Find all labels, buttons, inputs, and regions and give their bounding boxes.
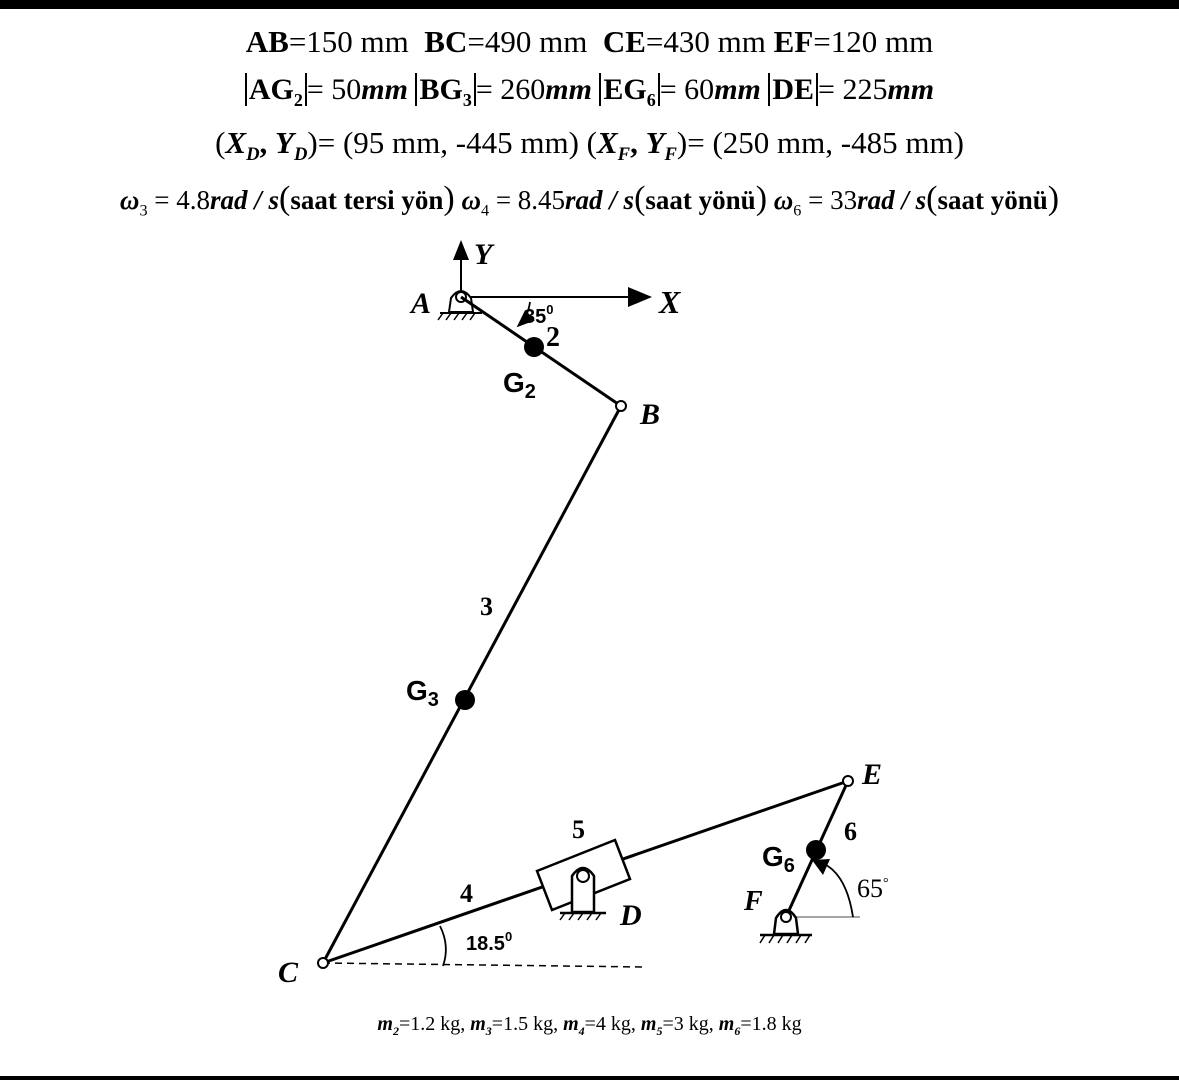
bg3-unit: mm — [545, 73, 592, 106]
angle-f-arc — [812, 860, 853, 917]
axis-y-label: Y — [474, 238, 493, 271]
g2-point — [524, 337, 544, 357]
joint-e — [843, 776, 853, 786]
link-3-label: 3 — [480, 592, 493, 621]
w6-direction: saat yönü — [937, 185, 1048, 215]
angle-f-arrowhead — [812, 859, 830, 875]
w3-direction: saat tersi yön — [290, 185, 444, 215]
de-abs: DE — [768, 73, 818, 106]
ab-label: AB — [245, 24, 289, 59]
masses-line: $m_2=1.2$ kg, $m_3=1.5$ kg, $m_4=4$ kg, $m_5=3$ kg, $m_6=1.8$ kg — [377, 1013, 802, 1038]
m6-value: =1.8 kg — [740, 1013, 802, 1035]
coordinates-line: ($X_D$, $Y_D)= (95$ mm, -445 mm) ($X_F$, $Y_F)= (250$ mm, -485 mm) — [215, 125, 964, 166]
angle-a-label: $35^0$ — [524, 302, 554, 328]
link-5-label: 5 — [572, 815, 585, 844]
bg3-abs: $BG_3$ — [415, 73, 475, 106]
link-4-label: 4 — [460, 879, 473, 908]
point-a-label: A — [411, 287, 432, 320]
de-value: = 225 — [818, 73, 888, 106]
g2-label: $G_2$ — [503, 367, 536, 403]
point-d-label: D — [620, 899, 642, 932]
m2-value: =1.2 kg, — [398, 1013, 471, 1035]
m4-value: =4 kg, — [584, 1013, 641, 1035]
ground-support-f — [760, 910, 812, 943]
eg6-abs: $EG_6$ — [599, 73, 659, 106]
d-coordinates: )= (95 mm, -445 mm) — [307, 125, 579, 160]
point-f-label: F — [744, 886, 763, 917]
w6-value: = 33 — [801, 185, 858, 215]
point-e-label: E — [862, 758, 883, 791]
angular-velocities-line: $\omega_3 = 4.8rad$ / s(saat tersi yön) $\omega_4 = 8.45rad$ / s(saat yönü) $\omega_6 = 33rad$ / s(saat yönü) — [119, 180, 1060, 220]
ag2-unit: mm — [361, 73, 408, 106]
point-c-label: C — [278, 956, 299, 989]
joint-b — [616, 401, 626, 411]
angle-c-label: 18.5$^0$ — [466, 929, 513, 955]
w3-value: = 4.8 — [147, 185, 211, 215]
c-reference-line — [323, 963, 645, 967]
ce-label: CE — [602, 24, 646, 59]
g3-label: $G_3$ — [406, 675, 439, 711]
joint-c — [318, 958, 328, 968]
m3-value: =1.5 kg, — [491, 1013, 564, 1035]
ce-value: =430 mm — [645, 24, 766, 59]
ag2-abs: $AG_2$ — [245, 73, 307, 106]
w4-direction: saat yönü — [645, 185, 756, 215]
eg6-unit: mm — [714, 73, 761, 106]
ef-value: =120 mm — [813, 24, 934, 59]
point-b-label: B — [640, 398, 661, 431]
angle-c-arc — [440, 926, 446, 966]
eg6-value: = 60 — [659, 73, 715, 106]
g6-label: $G_6$ — [762, 841, 795, 877]
bottom-border — [0, 1076, 1179, 1080]
w4-value: = 8.45 — [489, 185, 566, 215]
axis-x-label: X — [659, 284, 681, 320]
m5-value: =3 kg, — [662, 1013, 719, 1035]
bc-value: =490 mm — [467, 24, 588, 59]
de-unit: mm — [887, 73, 935, 106]
f-coordinates: )= (250 mm, -485 mm) — [676, 125, 964, 160]
ab-value: =150 mm — [288, 24, 409, 59]
g3-point — [455, 690, 475, 710]
ef-label: EF — [773, 24, 814, 59]
link-2-label: 2 — [546, 322, 560, 353]
link-6-label: 6 — [844, 817, 857, 846]
bg3-value: = 260 — [475, 73, 546, 106]
g6-point — [806, 840, 826, 860]
angle-f-label: 65° — [857, 874, 889, 903]
bc-label: BC — [424, 24, 468, 59]
ag2-value: = 50 — [306, 73, 362, 106]
